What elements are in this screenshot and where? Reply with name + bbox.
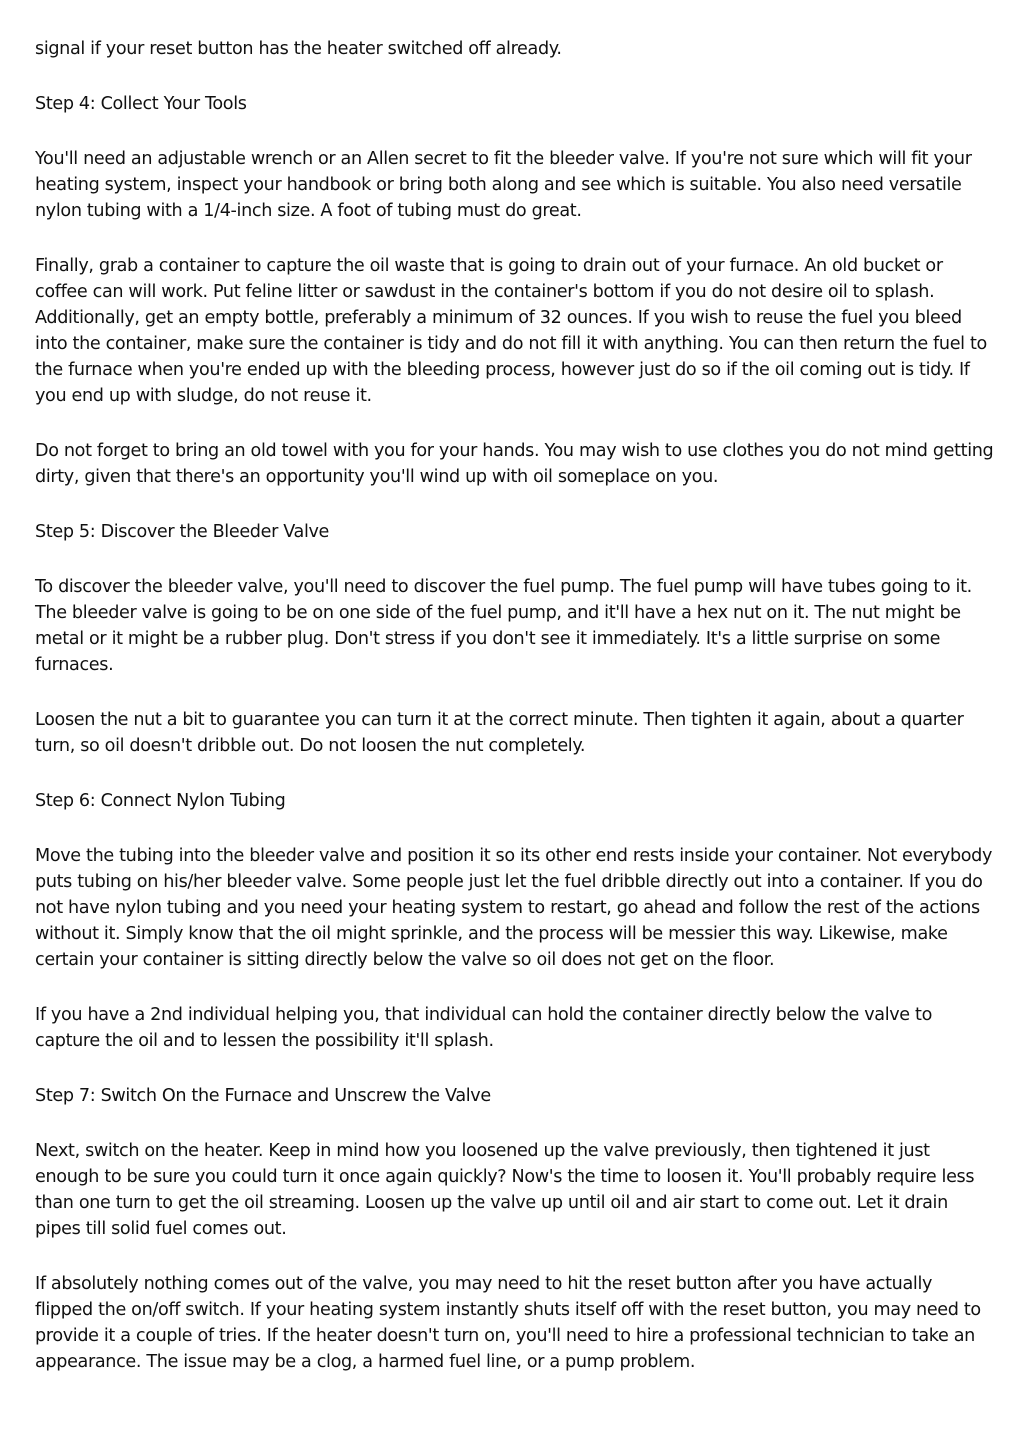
document-body (35, 36, 995, 1404)
paragraph-towel: Do not forget to bring an old towel with you for your hands. You may wish to use clothes you do not mind getting dirty, given that there's an opportunity you'll wind up with oil someplace on you. (35, 441, 994, 487)
paragraph-helper: If you have a 2nd individual helping you, that individual can hold the container directly below the valve to capture the oil and to lessen the possibility it'll splash. (35, 1005, 932, 1051)
paragraph-switch-on: Next, switch on the heater. Keep in mind how you loosened up the valve previously, then tightened it just enough to be sure you could turn it once again quickly? Now's the time to loosen it. You'll probably require less than one turn to get the oil streaming. Loosen up the valve up until oil and air start to come out. Let it drain pipes till solid fuel comes out. (35, 1141, 975, 1239)
paragraph-bleeder-valve: To discover the bleeder valve, you'll need to discover the fuel pump. The fuel pump will have tubes going to it. The bleeder valve is going to be on one side of the fuel pump, and it'll have a hex nut on it. The nut might be metal or it might be a rubber plug. Don't stress if you don't see it immediately. It's a little surprise on some furnaces. (35, 577, 972, 675)
step-4-heading: Step 4: Collect Your Tools (35, 94, 247, 114)
paragraph-reset-button: If absolutely nothing comes out of the valve, you may need to hit the reset button after you have actually flipped the on/off switch. If your heating system instantly shuts itself off with the reset button, you may need to provide it a couple of tries. If the heater doesn't turn on, you'll need to hire a professional technician to take an appearance. The issue may be a clog, a harmed fuel line, or a pump problem. (35, 1274, 981, 1372)
paragraph-tubing: Move the tubing into the bleeder valve and position it so its other end rests inside your container. Not everybody puts tubing on his/her bleeder valve. Some people just let the fuel dribble directly out into a container. If you do not have nylon tubing and you need your heating system to restart, go ahead and follow the rest of the actions without it. Simply know that the oil might sprinkle, and the process will be messier this way. Likewise, make certain your container is sitting directly below the valve so oil does not get on the floor. (35, 846, 993, 970)
step-5-heading: Step 5: Discover the Bleeder Valve (35, 522, 330, 542)
step-6-heading: Step 6: Connect Nylon Tubing (35, 791, 286, 811)
paragraph-container: Finally, grab a container to capture the oil waste that is going to drain out of your furnace. An old bucket or coffee can will work. Put feline litter or sawdust in the container's bottom if you do not desire oil to splash. Additionally, get an empty bottle, preferably a minimum of 32 ounces. If you wish to reuse the fuel you bleed into the container, make sure the container is tidy and do not fill it with anything. You can then return the fuel to the furnace when you're ended up with the bleeding process, however just do so if the oil coming out is tidy. If you end up with sludge, do not reuse it. (35, 256, 987, 406)
paragraph-continuation: signal if your reset button has the heater switched off already. (35, 39, 562, 59)
paragraph-loosen-nut: Loosen the nut a bit to guarantee you can turn it at the correct minute. Then tighten it again, about a quarter turn, so oil doesn't dribble out. Do not loosen the nut completely. (35, 710, 964, 756)
step-7-heading: Step 7: Switch On the Furnace and Unscrew the Valve (35, 1086, 491, 1106)
paragraph-tools: You'll need an adjustable wrench or an Allen secret to fit the bleeder valve. If you're not sure which will fit your heating system, inspect your handbook or bring both along and see which is suitable. You also need versatile nylon tubing with a 1/4-inch size. A foot of tubing must do great. (35, 149, 972, 221)
